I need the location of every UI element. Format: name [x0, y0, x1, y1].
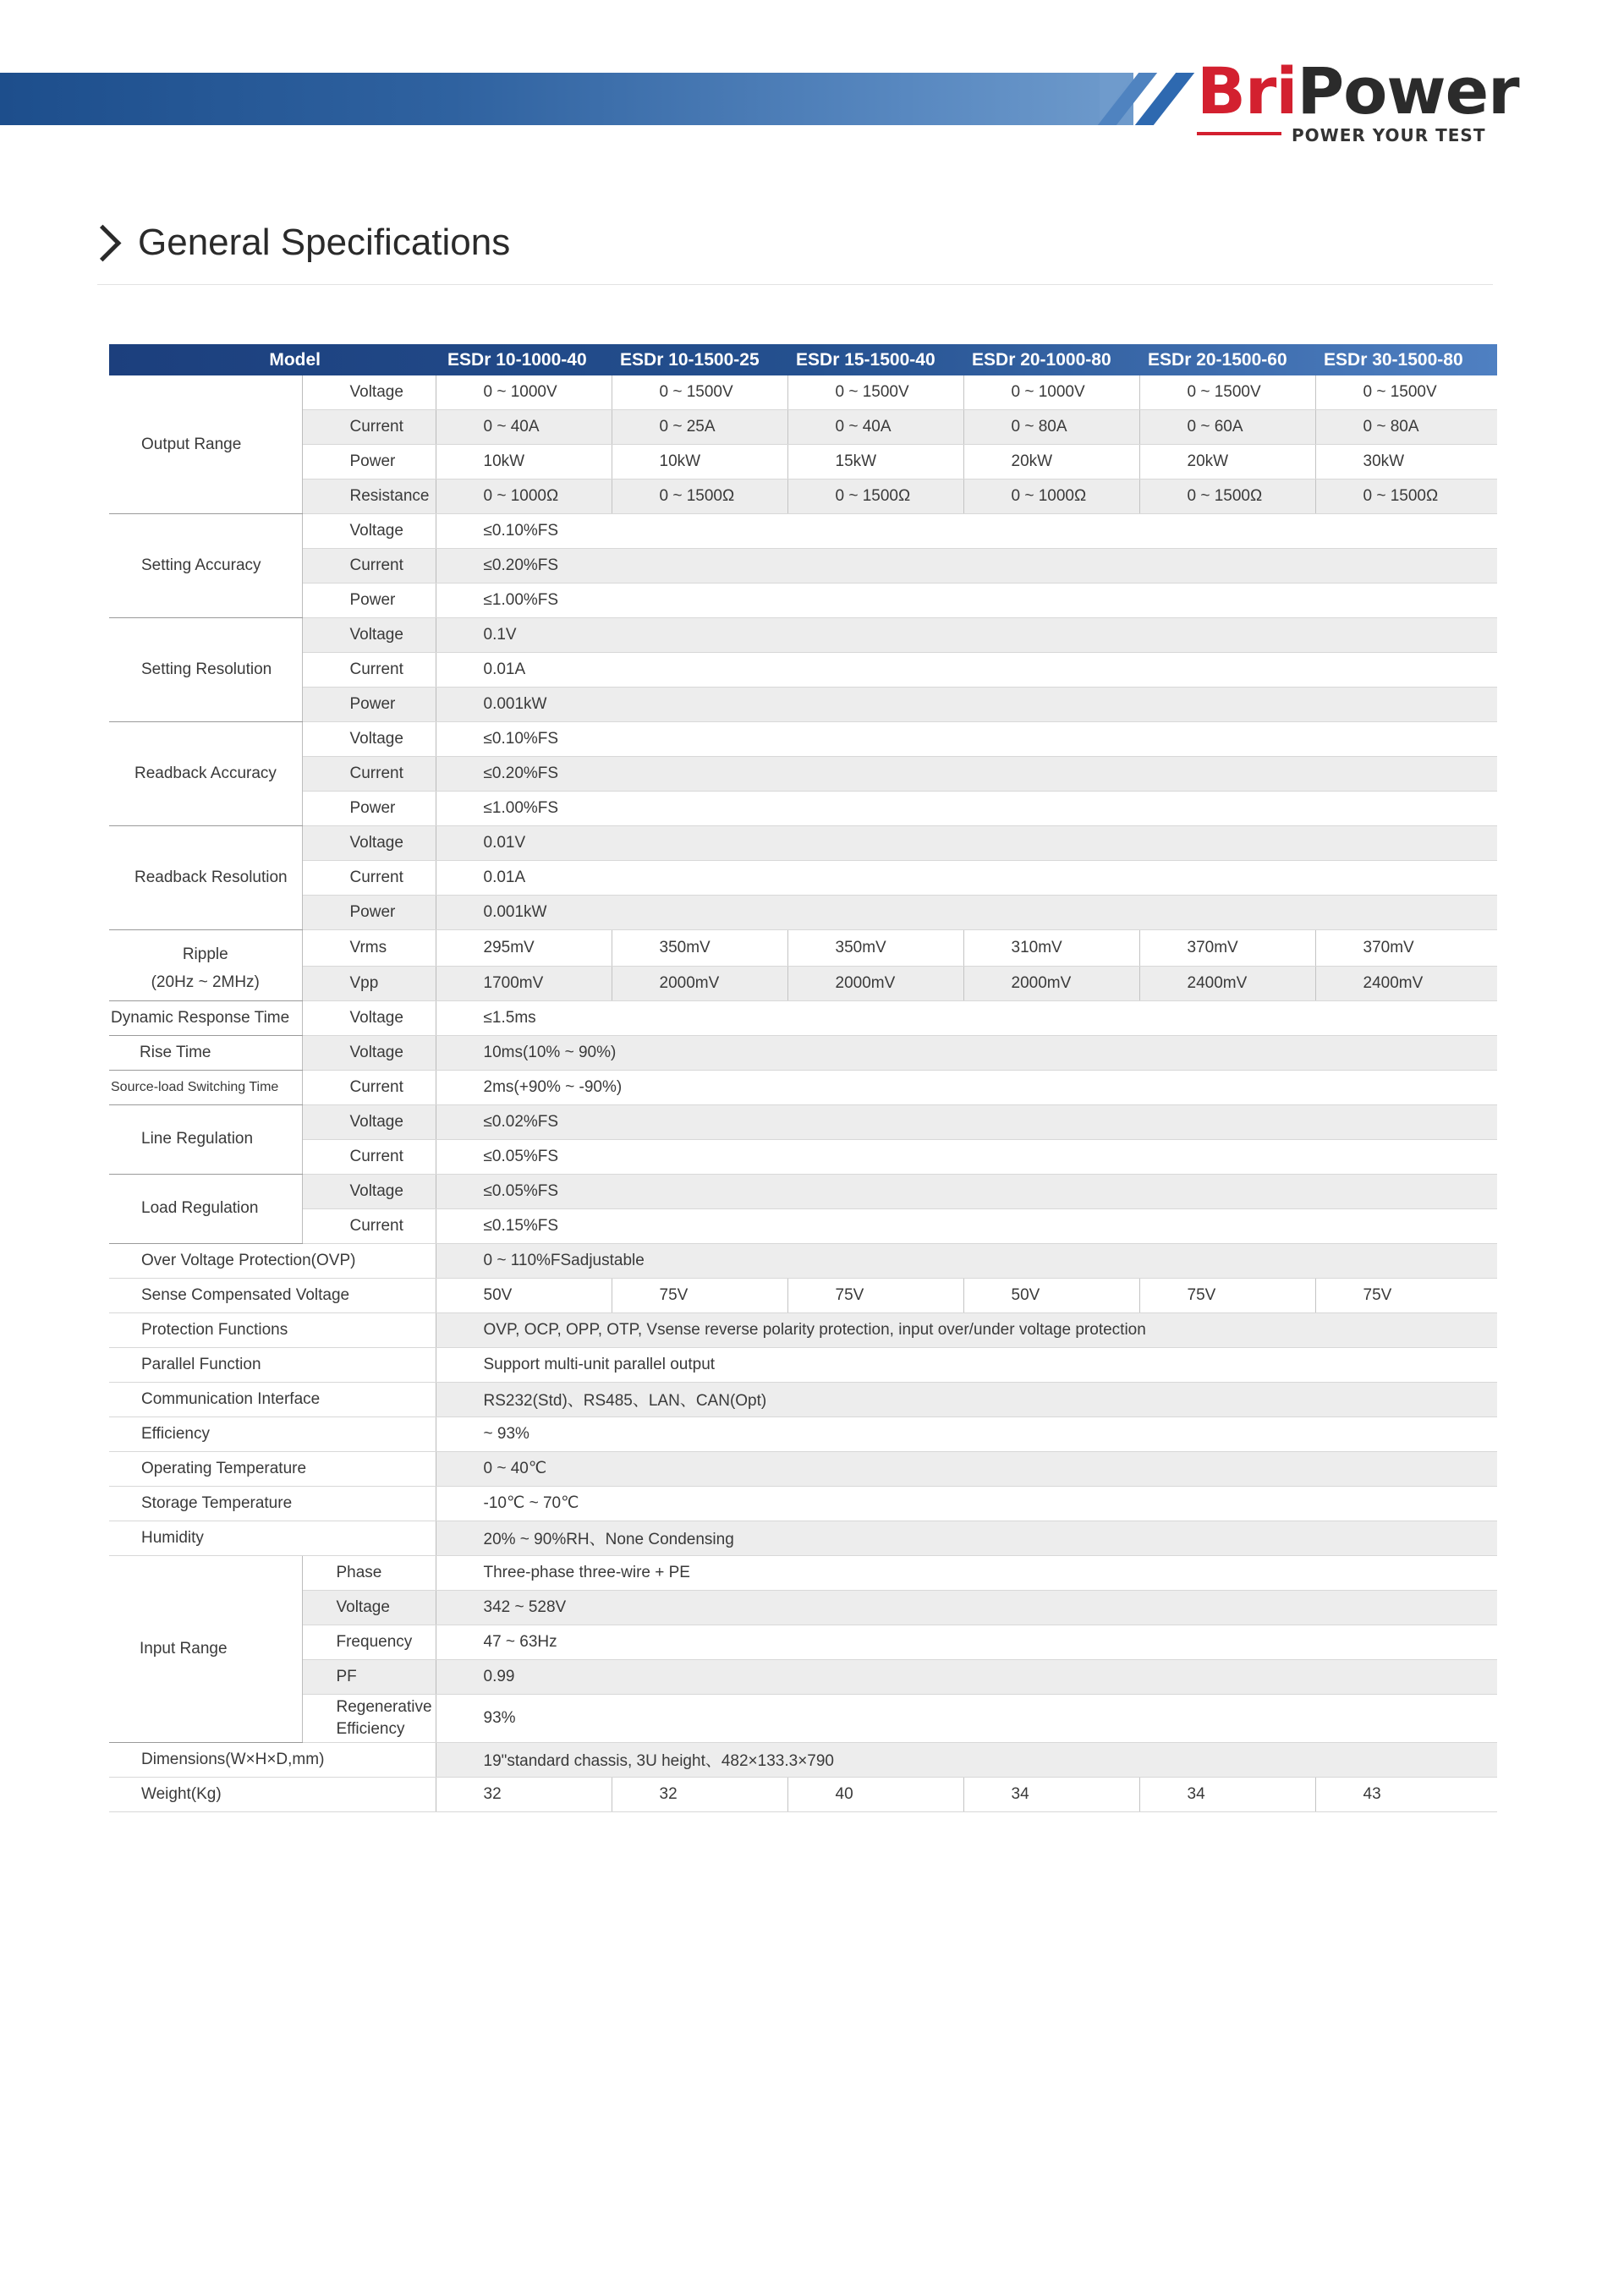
- table-row: [109, 1625, 1497, 1659]
- cell: ≤0.10%FS: [436, 514, 1497, 549]
- cell: 20% ~ 90%RH、None Condensing: [436, 1521, 1497, 1555]
- header-model-col: ESDr 10-1500-25: [620, 349, 760, 370]
- row-sublabel: Power: [302, 584, 436, 618]
- row-label: Setting Accuracy: [109, 514, 302, 618]
- cell: 0 ~ 25A: [612, 410, 787, 445]
- cell: 50V: [436, 1278, 612, 1312]
- cell: 0.01A: [436, 653, 1497, 688]
- spec-table: [109, 344, 1497, 1812]
- cell: 350mV: [787, 930, 963, 967]
- row-label: Ripple: [109, 930, 302, 967]
- cell: 0.1V: [436, 618, 1497, 653]
- table-row: [109, 375, 1497, 410]
- table-row: [109, 514, 1497, 549]
- cell: 34: [963, 1777, 1139, 1811]
- header-model-col: ESDr 30-1500-80: [1324, 349, 1463, 370]
- cell: 40: [787, 1777, 963, 1811]
- row-sublabel: Current: [302, 1139, 436, 1174]
- row-sublabel: Vrms: [302, 930, 436, 967]
- row-label: Operating Temperature: [109, 1451, 436, 1486]
- logo-name-part1: Bri: [1197, 53, 1298, 129]
- row-label: Source-load Switching Time: [109, 1070, 302, 1104]
- cell: 0.01A: [436, 861, 1497, 896]
- header-model-col: ESDr 20-1500-60: [1148, 349, 1287, 370]
- cell: 0 ~ 1500V: [1139, 375, 1315, 410]
- row-label: Line Regulation: [109, 1104, 302, 1174]
- row-label: Storage Temperature: [109, 1486, 436, 1521]
- cell: 50V: [963, 1278, 1139, 1312]
- table-row: [109, 1208, 1497, 1243]
- cell: 75V: [612, 1278, 787, 1312]
- cell: ≤1.00%FS: [436, 792, 1497, 826]
- row-sublabel: Current: [302, 1070, 436, 1104]
- table-row: [109, 445, 1497, 479]
- table-row: [109, 410, 1497, 445]
- cell: 32: [436, 1777, 612, 1811]
- table-row: [109, 757, 1497, 792]
- cell: 0 ~ 1500V: [1315, 375, 1497, 410]
- title-divider: [97, 284, 1493, 285]
- cell: 20kW: [963, 445, 1139, 479]
- cell: 310mV: [963, 930, 1139, 967]
- table-header-row: [109, 344, 1497, 375]
- cell: 34: [1139, 1777, 1315, 1811]
- row-label: Protection Functions: [109, 1312, 436, 1347]
- table-row: [109, 1777, 1497, 1811]
- row-label: Sense Compensated Voltage: [109, 1278, 436, 1312]
- cell: 47 ~ 63Hz: [436, 1625, 1497, 1659]
- cell: 10kW: [436, 445, 612, 479]
- table-row: [109, 1521, 1497, 1555]
- cell: 1700mV: [436, 966, 612, 1000]
- table-row: [109, 1555, 1497, 1590]
- table-row: [109, 1590, 1497, 1625]
- table-row: [109, 896, 1497, 930]
- cell: 32: [612, 1777, 787, 1811]
- row-label: Parallel Function: [109, 1347, 436, 1382]
- row-sublabel: Current: [302, 757, 436, 792]
- cell: 15kW: [787, 445, 963, 479]
- cell: ≤0.15%FS: [436, 1208, 1497, 1243]
- cell: ≤0.05%FS: [436, 1174, 1497, 1208]
- cell: 2000mV: [963, 966, 1139, 1000]
- cell: 30kW: [1315, 445, 1497, 479]
- cell: 0 ~ 1000V: [963, 375, 1139, 410]
- table-row: [109, 618, 1497, 653]
- row-sublabel: Voltage: [302, 1590, 436, 1625]
- cell: 0 ~ 1000Ω: [963, 479, 1139, 514]
- cell: 0.99: [436, 1659, 1497, 1694]
- row-sublabel: Regenerative Efficiency: [302, 1694, 436, 1742]
- row-label: Readback Accuracy: [109, 722, 302, 826]
- cell: OVP, OCP, OPP, OTP, Vsense reverse polarity protection, input over/under voltage protection: [436, 1312, 1497, 1347]
- row-label: Over Voltage Protection(OVP): [109, 1243, 436, 1278]
- row-label: Readback Resolution: [109, 826, 302, 930]
- row-sublabel: Voltage: [302, 1174, 436, 1208]
- cell: ~ 93%: [436, 1417, 1497, 1451]
- cell: ≤0.02%FS: [436, 1104, 1497, 1139]
- row-sublabel: Voltage: [302, 1035, 436, 1070]
- row-sublabel: Current: [302, 1208, 436, 1243]
- header-model: Model ESDr 10-1000-40: [269, 349, 587, 370]
- table-row: [109, 653, 1497, 688]
- cell: 0 ~ 60A: [1139, 410, 1315, 445]
- cell: 75V: [1139, 1278, 1315, 1312]
- row-sublabel: PF: [302, 1659, 436, 1694]
- header-model-col: ESDr 15-1500-40: [796, 349, 935, 370]
- cell: ≤1.00%FS: [436, 584, 1497, 618]
- cell: 0 ~ 1500V: [787, 375, 963, 410]
- cell: 0 ~ 80A: [963, 410, 1139, 445]
- row-sublabel: Power: [302, 688, 436, 722]
- row-sublabel: Current: [302, 861, 436, 896]
- table-row: [109, 549, 1497, 584]
- cell: 20kW: [1139, 445, 1315, 479]
- row-sublabel: Voltage: [302, 375, 436, 410]
- cell: 0.01V: [436, 826, 1497, 861]
- table-row: [109, 861, 1497, 896]
- cell: 10kW: [612, 445, 787, 479]
- row-sublabel: Voltage: [302, 1104, 436, 1139]
- table-row: [109, 1742, 1497, 1777]
- table-row: [109, 722, 1497, 757]
- cell: 0 ~ 1500Ω: [1315, 479, 1497, 514]
- cell: 0 ~ 110%FSadjustable: [436, 1243, 1497, 1278]
- cell: 2000mV: [787, 966, 963, 1000]
- section-title: [95, 222, 510, 264]
- cell: ≤0.20%FS: [436, 757, 1497, 792]
- row-sublabel: Power: [302, 792, 436, 826]
- cell: 43: [1315, 1777, 1497, 1811]
- table-row: [109, 1417, 1497, 1451]
- cell: 0.001kW: [436, 688, 1497, 722]
- cell: 2000mV: [612, 966, 787, 1000]
- cell: 75V: [1315, 1278, 1497, 1312]
- table-row: [109, 1694, 1497, 1742]
- table-row: [109, 1312, 1497, 1347]
- table-row: [109, 1486, 1497, 1521]
- cell: 0 ~ 1500V: [612, 375, 787, 410]
- logo-underline: [1197, 132, 1281, 135]
- row-sublabel: Voltage: [302, 1000, 436, 1035]
- cell: 93%: [436, 1694, 1497, 1742]
- table-row: [109, 1451, 1497, 1486]
- row-label: Communication Interface: [109, 1382, 436, 1417]
- row-sublabel: Current: [302, 410, 436, 445]
- brand-logo: [1197, 53, 1519, 152]
- table-row: [109, 792, 1497, 826]
- row-label: Output Range: [109, 375, 302, 514]
- row-label: Rise Time: [109, 1035, 302, 1070]
- row-sublabel: Power: [302, 896, 436, 930]
- cell: 2ms(+90% ~ -90%): [436, 1070, 1497, 1104]
- row-sublabel: Power: [302, 445, 436, 479]
- row-label: Weight(Kg): [109, 1777, 436, 1811]
- row-sublabel: Current: [302, 549, 436, 584]
- logo-tagline: POWER YOUR TEST: [1292, 125, 1486, 145]
- table-row: [109, 1104, 1497, 1139]
- cell: 342 ~ 528V: [436, 1590, 1497, 1625]
- row-sublabel: Voltage: [302, 514, 436, 549]
- cell: 295mV: [436, 930, 612, 967]
- section-title-text: General Specifications: [138, 222, 511, 263]
- cell: 0 ~ 40℃: [436, 1451, 1497, 1486]
- row-sublabel: Current: [302, 653, 436, 688]
- logo-name-part2: Power: [1297, 53, 1519, 129]
- cell: 0 ~ 40A: [787, 410, 963, 445]
- row-label: Dimensions(W×H×D,mm): [109, 1742, 436, 1777]
- cell: 10ms(10% ~ 90%): [436, 1035, 1497, 1070]
- table-row: [109, 1382, 1497, 1417]
- row-label: Load Regulation: [109, 1174, 302, 1243]
- header-model-col: ESDr 20-1000-80: [972, 349, 1111, 370]
- row-sublabel: Voltage: [302, 722, 436, 757]
- header-banner: [0, 73, 1133, 125]
- table-row: [109, 1035, 1497, 1070]
- cell: 0 ~ 1000Ω: [436, 479, 612, 514]
- table-row: [109, 966, 1497, 1000]
- cell: 19"standard chassis, 3U height、482×133.3×790: [436, 1742, 1497, 1777]
- table-row: [109, 688, 1497, 722]
- row-sublabel: Voltage: [302, 618, 436, 653]
- table-row: [109, 479, 1497, 514]
- cell: 350mV: [612, 930, 787, 967]
- cell: 0.001kW: [436, 896, 1497, 930]
- cell: 0 ~ 40A: [436, 410, 612, 445]
- row-sublabel: Phase: [302, 1555, 436, 1590]
- row-label-secondary: (20Hz ~ 2MHz): [109, 966, 302, 1000]
- cell: ≤0.05%FS: [436, 1139, 1497, 1174]
- row-label: Humidity: [109, 1521, 436, 1555]
- cell: 0 ~ 80A: [1315, 410, 1497, 445]
- cell: 370mV: [1315, 930, 1497, 967]
- row-sublabel: Frequency: [302, 1625, 436, 1659]
- table-row: [109, 1000, 1497, 1035]
- cell: 75V: [787, 1278, 963, 1312]
- table-row: [109, 1659, 1497, 1694]
- cell: 0 ~ 1500Ω: [1139, 479, 1315, 514]
- row-sublabel: Resistance: [302, 479, 436, 514]
- table-row: [109, 826, 1497, 861]
- cell: -10℃ ~ 70℃: [436, 1486, 1497, 1521]
- cell: 2400mV: [1139, 966, 1315, 1000]
- row-label: Efficiency: [109, 1417, 436, 1451]
- cell: 0 ~ 1500Ω: [612, 479, 787, 514]
- table-row: [109, 584, 1497, 618]
- cell: 0 ~ 1500Ω: [787, 479, 963, 514]
- row-sublabel: Voltage: [302, 826, 436, 861]
- cell: RS232(Std)、RS485、LAN、CAN(Opt): [436, 1382, 1497, 1417]
- table-row: [109, 1139, 1497, 1174]
- row-label: Dynamic Response Time: [109, 1000, 302, 1035]
- cell: ≤0.20%FS: [436, 549, 1497, 584]
- cell: Three-phase three-wire + PE: [436, 1555, 1497, 1590]
- cell: ≤0.10%FS: [436, 722, 1497, 757]
- cell: 2400mV: [1315, 966, 1497, 1000]
- table-row: [109, 1243, 1497, 1278]
- table-row: [109, 1347, 1497, 1382]
- row-sublabel: Vpp: [302, 966, 436, 1000]
- table-row: [109, 1174, 1497, 1208]
- chevron-right-icon: [85, 224, 122, 261]
- cell: ≤1.5ms: [436, 1000, 1497, 1035]
- row-label: Setting Resolution: [109, 618, 302, 722]
- cell: 370mV: [1139, 930, 1315, 967]
- cell: 0 ~ 1000V: [436, 375, 612, 410]
- table-row: [109, 1278, 1497, 1312]
- row-label: Input Range: [109, 1555, 302, 1742]
- cell: Support multi-unit parallel output: [436, 1347, 1497, 1382]
- table-row: [109, 1070, 1497, 1104]
- table-row: [109, 930, 1497, 967]
